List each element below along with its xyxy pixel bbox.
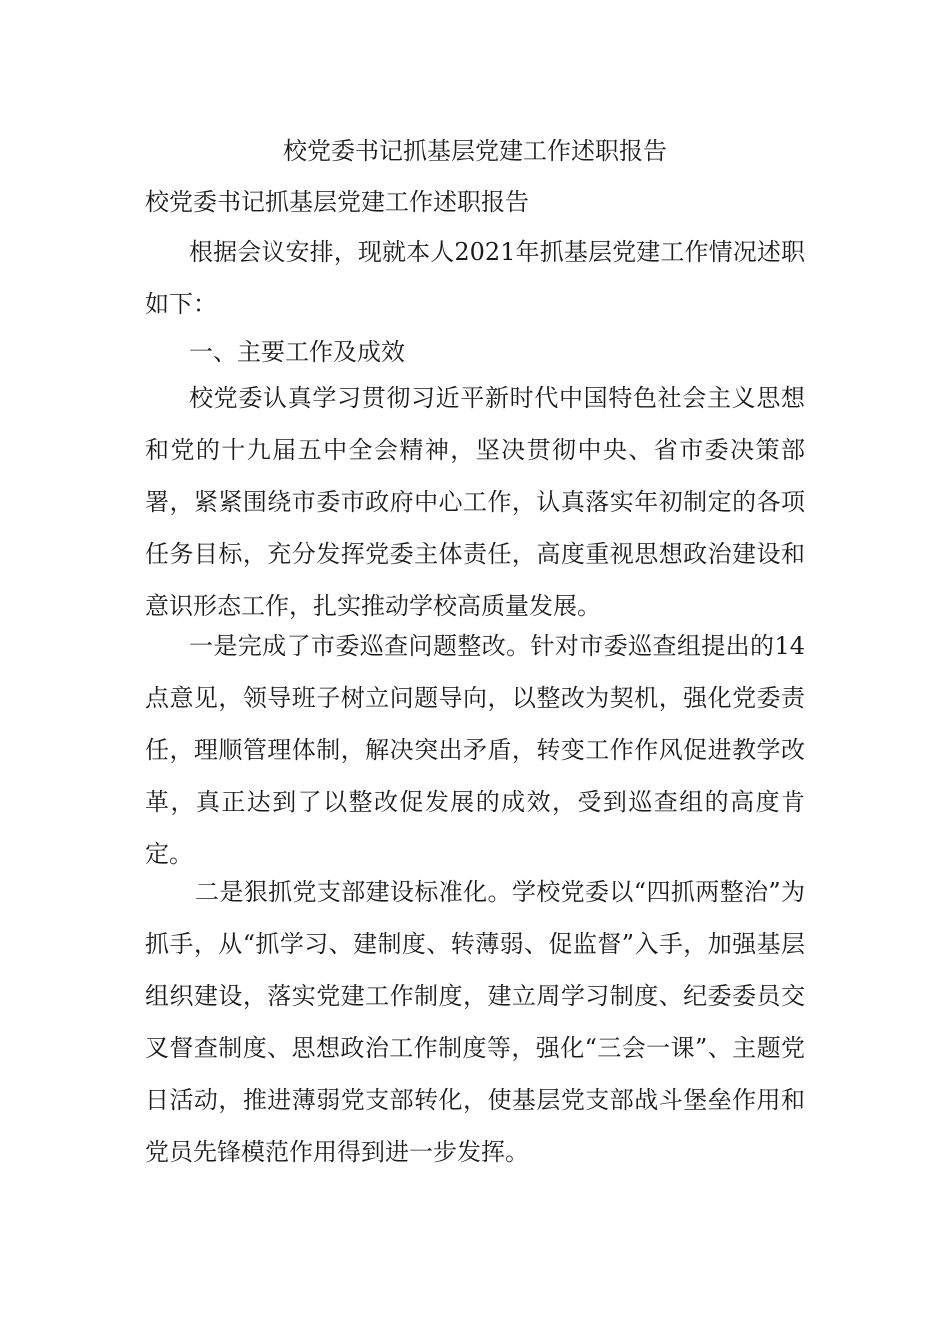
document-title: 校党委书记抓基层党建工作述职报告 — [283, 137, 667, 165]
body-paragraph-1: 校党委认真学习贯彻习近平新时代中国特色社会主义思想和党的十九届五中全会精神，坚决贯彻中央、省市委决策部署，紧紧围绕市委市政府中心工作，认真落实年初制定的各项任务目标，充分发挥党委主体责任，高度重视思想政治建设和意识形态工作，扎实推动学校高质量发展。 — [145, 384, 805, 620]
body-paragraph-3: 二是狠抓党支部建设标准化。学校党委以“四抓两整治”为抓手，从“抓学习、建制度、转薄弱、促监督”入手，加强基层组织建设，落实党建工作制度，建立周学习制度、纪委委员交叉督查制度、思想政治工作制度等，强化“三会一课”、主题党日活动，推进薄弱党支部转化，使基层党支部战斗堡垒作用和党员先锋模范作用得到进一步发挥。 — [145, 878, 805, 1166]
intro-paragraph: 根据会议安排，现就本人2021年抓基层党建工作情况述职如下： — [145, 238, 805, 318]
document-subtitle: 校党委书记抓基层党建工作述职报告 — [145, 188, 529, 216]
body-paragraph-2: 一是完成了市委巡查问题整改。针对市委巡查组提出的14点意见，领导班子树立问题导向，以整改为契机，强化党委责任，理顺管理体制，解决突出矛盾，转变工作作风促进教学改革，真正达到了以整改促发展的成效，受到巡查组的高度肯定。 — [145, 632, 805, 868]
section-heading: 一、主要工作及成效 — [189, 338, 405, 366]
